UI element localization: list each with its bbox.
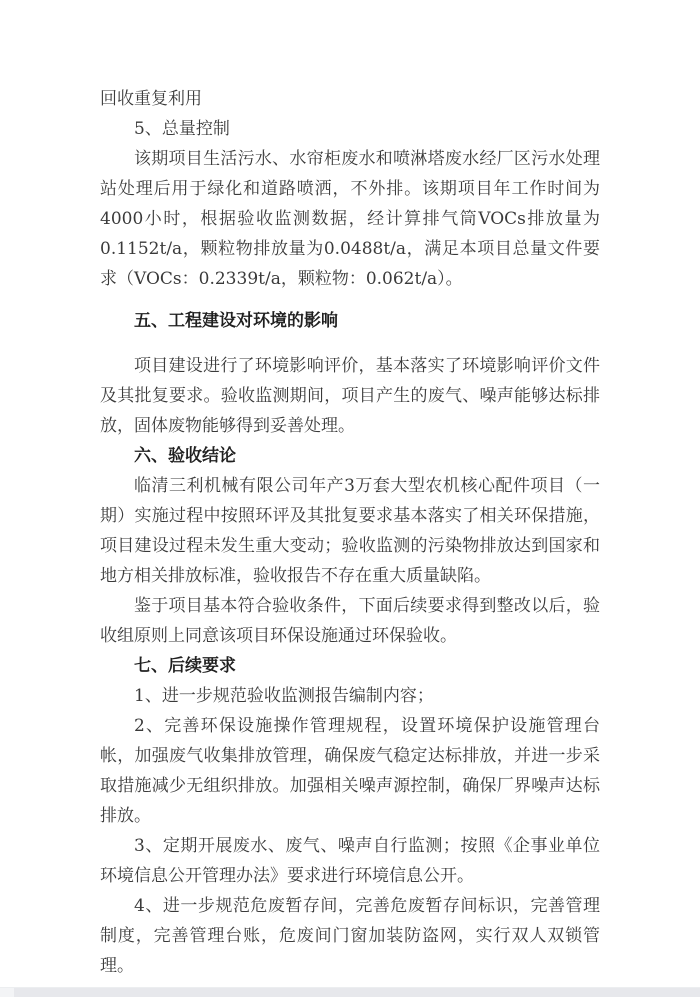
paragraph: 临清三利机械有限公司年产3万套大型农机核心配件项目（一期）实施过程中按照环评及其批复要求基本落实了相关环保措施，项目建设过程未发生重大变动；验收监测的污染物排放达到国家和地方相关排放标准，验收报告不存在重大质量缺陷。 — [100, 476, 600, 586]
document-content — [100, 84, 600, 981]
paragraph: 鉴于项目基本符合验收条件，下面后续要求得到整改以后，验收组原则上同意该项目环保设施通过环保验收。 — [100, 596, 600, 646]
paragraph: 2、完善环保设施操作管理规程，设置环境保护设施管理台帐，加强废气收集排放管理，确保废气稳定达标排放，并进一步采取措施减少无组织排放。加强相关噪声源控制，确保厂界噪声达标排放。 — [100, 716, 600, 826]
paragraph: 4、进一步规范危废暂存间，完善危废暂存间标识，完善管理制度，完善管理台账，危废间门窗加装防盗网，实行双人双锁管理。 — [100, 896, 600, 976]
paragraph: 回收重复利用 — [100, 89, 202, 109]
paragraph: 3、定期开展废水、废气、噪声自行监测；按照《企事业单位环境信息公开管理办法》要求进行环境信息公开。 — [100, 836, 600, 886]
paragraph: 1、进一步规范验收监测报告编制内容； — [134, 686, 434, 706]
paragraph: 5、总量控制 — [134, 119, 230, 139]
paragraph: 该期项目生活污水、水帘柜废水和喷淋塔废水经厂区污水处理站处理后用于绿化和道路喷洒，不外排。该期项目年工作时间为4000小时，根据验收监测数据，经计算排气筒VOCs排放量为0.1152t/a，颗粒物排放量为0.0488t/a，满足本项目总量文件要求（VOCs：0.2339t/a，颗粒物：0.062t/a）。 — [100, 149, 600, 289]
section-heading: 五、工程建设对环境的影响 — [134, 311, 338, 330]
section-heading: 七、后续要求 — [134, 656, 236, 675]
horizontal-scrollbar-thumb[interactable] — [14, 988, 700, 997]
section-heading: 六、验收结论 — [134, 446, 236, 465]
paragraph: 项目建设进行了环境影响评价，基本落实了环境影响评价文件及其批复要求。验收监测期间，项目产生的废气、噪声能够达标排放，固体废物能够得到妥善处理。 — [100, 356, 600, 436]
horizontal-scrollbar[interactable] — [0, 987, 700, 997]
